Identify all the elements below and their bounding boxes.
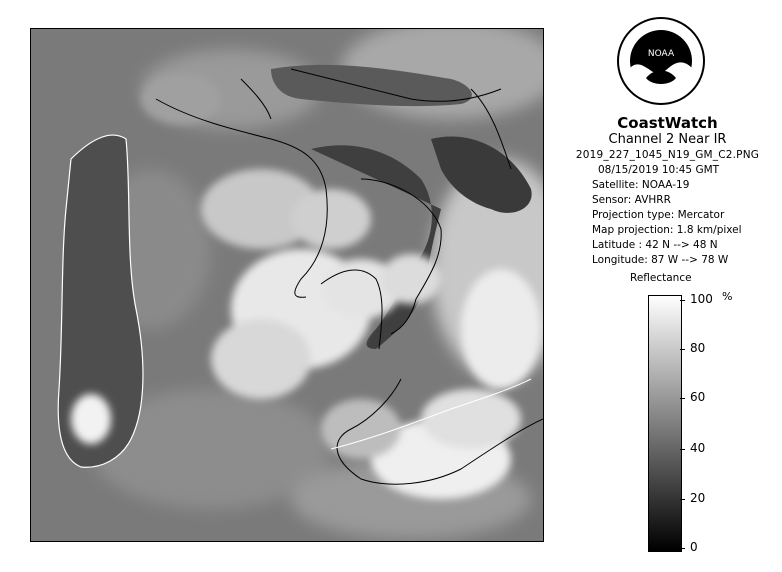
latitude: Latitude : 42 N --> 48 N	[592, 239, 718, 251]
noaa-logo	[616, 16, 706, 106]
colorbar-label: 0	[690, 540, 698, 554]
satellite: Satellite: NOAA-19	[592, 179, 690, 191]
satellite-image-render	[31, 29, 543, 541]
metadata-list	[592, 163, 742, 268]
channel-label: Channel 2 Near IR	[608, 132, 727, 147]
colorbar-label: 80	[690, 341, 706, 355]
file-name: 2019_227_1045_N19_GM_C2.PNG	[575, 149, 760, 161]
colorbar-title: Reflectance	[630, 272, 692, 284]
colorbar-tick	[680, 349, 685, 350]
longitude: Longitude: 87 W --> 78 W	[592, 254, 729, 266]
colorbar-label: 100	[690, 292, 713, 306]
projection-type: Projection type: Mercator	[592, 209, 725, 221]
colorbar-tick	[680, 300, 685, 301]
brand-title: CoastWatch	[617, 114, 718, 132]
colorbar-unit: %	[722, 290, 733, 303]
header-block	[560, 110, 775, 161]
satellite-image	[30, 28, 544, 542]
colorbar-tick	[680, 398, 685, 399]
colorbar-tick	[680, 499, 685, 500]
datetime: 08/15/2019 10:45 GMT	[598, 164, 720, 176]
colorbar-tick	[680, 449, 685, 450]
colorbar-tick	[680, 548, 685, 549]
colorbar-label: 40	[690, 441, 706, 455]
noaa-logo-text: NOAA	[647, 49, 675, 59]
colorbar-label: 60	[690, 390, 706, 404]
colorbar	[648, 295, 682, 552]
colorbar-label: 20	[690, 491, 706, 505]
map-projection: Map projection: 1.8 km/pixel	[592, 224, 742, 236]
sensor: Sensor: AVHRR	[592, 194, 671, 206]
